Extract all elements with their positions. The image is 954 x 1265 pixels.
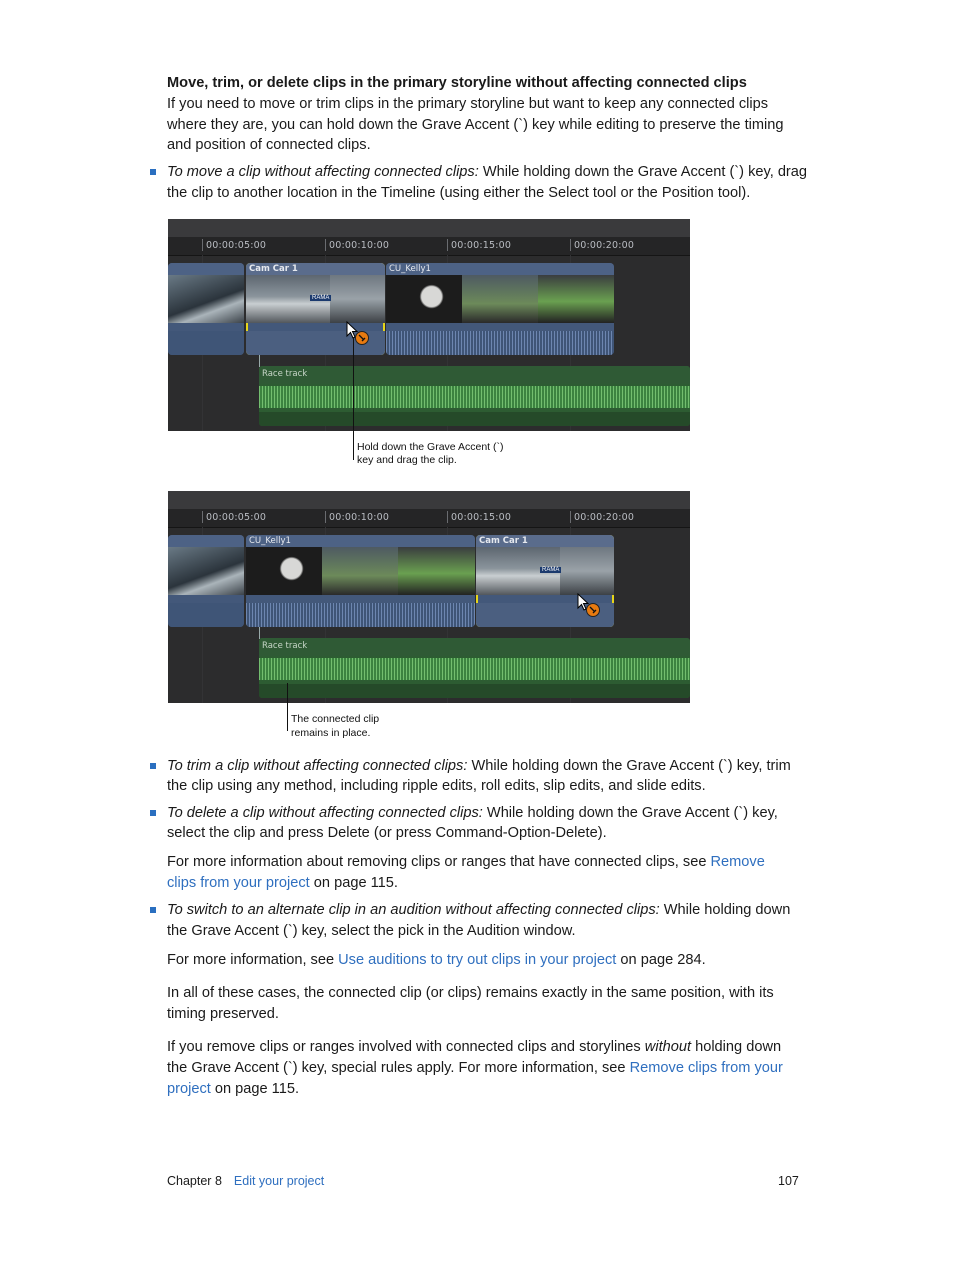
clip-header — [246, 263, 385, 275]
clip-name: CU_Kelly1 — [389, 264, 431, 274]
pointer-icon — [577, 593, 603, 619]
clip-audio-waveform — [246, 603, 475, 627]
remove-clips-link[interactable]: Remove clips from your — [629, 1060, 783, 1076]
thumb-badge: RAMA — [312, 295, 330, 301]
intro-line-3: and position of connected clips. — [167, 137, 371, 153]
timecode: 00:00:15:00 — [451, 240, 512, 251]
use-auditions-link[interactable]: Use auditions to try out clips in your project — [338, 952, 617, 968]
clip-audio — [168, 331, 244, 355]
caption-fig1-line1: Hold down the Grave Accent (`) — [357, 441, 504, 453]
bullet-move-label: To move a clip without affecting connected clips: — [167, 164, 479, 180]
closing-italic: without — [644, 1039, 692, 1055]
timecode: 00:00:10:00 — [329, 240, 390, 251]
bullet-trim-text: While holding down the Grave Accent (`) key, trim — [467, 758, 791, 774]
bullet-move-line-2: the clip to another location in the Timeline (using either the Select tool or the Position tool). — [167, 185, 751, 201]
clip-cu-kelly1[interactable] — [386, 263, 614, 355]
pointer-icon — [346, 321, 372, 347]
section-heading: Move, trim, or delete clips in the primary storyline without affecting connected clips — [167, 75, 747, 91]
caption-fig1-line2: key and drag the clip. — [357, 454, 457, 466]
timeline-toolbar — [168, 219, 690, 237]
bullet-switch-text: While holding down — [659, 902, 791, 918]
more-info-text: on page 284. — [616, 952, 706, 968]
connection-line — [259, 627, 260, 639]
clip-header — [259, 366, 690, 384]
bullet-trim-line-2: the clip using any method, including ripple edits, roll edits, slip edits, and slide edits. — [167, 778, 706, 794]
closing-text: on page 115. — [210, 1081, 299, 1097]
clip-thumbnails — [168, 275, 244, 323]
clip-thumbnails — [168, 547, 244, 595]
clip-thumbnails — [246, 275, 385, 323]
audio-waveform — [259, 658, 690, 680]
bullet-trim — [167, 756, 791, 777]
caption-fig2-line2: remains in place. — [291, 727, 371, 739]
closing-text: holding down — [691, 1039, 782, 1055]
timecode: 00:00:05:00 — [206, 512, 267, 523]
more-info-text: For more information, see — [167, 952, 339, 968]
thumb-badge: RAMA — [542, 567, 560, 573]
intro-line-2: where they are, you can hold down the Grave Accent (`) key while editing to preserve the timing — [167, 117, 784, 133]
closing-p2-line1 — [167, 1037, 781, 1058]
bullet-delete-line-2: select the clip and press Delete (or press Command-Option-Delete). — [167, 825, 607, 841]
more-info-text: on page 115. — [309, 875, 398, 891]
storyline-clip[interactable] — [168, 535, 244, 627]
clip-header — [476, 535, 614, 547]
remove-clips-link[interactable]: project — [167, 1081, 211, 1097]
timecode: 00:00:20:00 — [574, 240, 635, 251]
timeline-toolbar — [168, 491, 690, 509]
clip-name: Race track — [262, 641, 308, 651]
clip-name: Cam Car 1 — [479, 536, 528, 546]
clip-cu-kelly1[interactable] — [246, 535, 475, 627]
bullet-marker — [150, 907, 156, 913]
clip-audio-waveform — [386, 331, 614, 355]
connected-clip-race-track[interactable] — [259, 638, 690, 698]
connection-line — [259, 355, 260, 367]
clip-thumbnails — [386, 275, 614, 323]
clip-header — [259, 638, 690, 656]
delete-more-info — [167, 852, 765, 873]
timecode: 00:00:15:00 — [451, 512, 512, 523]
bullet-move — [167, 162, 807, 183]
clip-header — [386, 263, 614, 275]
footer-chapter-number: Chapter 8 — [167, 1174, 222, 1188]
caption-fig2-line1: The connected clip — [291, 713, 380, 725]
callout-line — [353, 338, 354, 460]
remove-clips-link[interactable]: clips from your project — [167, 875, 310, 891]
closing-text: If you remove clips or ranges involved with connected clips and storylines — [167, 1039, 645, 1055]
bullet-switch — [167, 900, 790, 921]
bullet-delete-label: To delete a clip without affecting connected clips: — [167, 805, 483, 821]
clip-footer — [259, 412, 690, 426]
more-info-text: For more information about removing clips or ranges that have connected clips, see — [167, 854, 711, 870]
footer-chapter — [167, 1174, 324, 1188]
footer-chapter-link[interactable]: Edit your project — [233, 1174, 325, 1188]
closing-p2-line2 — [167, 1058, 783, 1079]
clip-thumbnails — [476, 547, 614, 595]
bullet-marker — [150, 169, 156, 175]
bullet-switch-line-2: the Grave Accent (`) key, select the pick in the Audition window. — [167, 923, 576, 939]
clip-header — [246, 535, 475, 547]
closing-p1-line2: timing preserved. — [167, 1006, 279, 1022]
clip-header — [168, 535, 244, 547]
timeline-ruler — [168, 237, 690, 256]
timecode: 00:00:05:00 — [206, 240, 267, 251]
bullet-delete-text: While holding down the Grave Accent (`) key, — [482, 805, 778, 821]
clip-name: Cam Car 1 — [249, 264, 298, 274]
clip-name: Race track — [262, 369, 308, 379]
bullet-delete — [167, 803, 778, 824]
page-number: 107 — [778, 1174, 799, 1188]
bullet-trim-label: To trim a clip without affecting connected clips: — [167, 758, 468, 774]
closing-p1-line1: In all of these cases, the connected clip (or clips) remains exactly in the same position, with its — [167, 985, 774, 1001]
switch-more-info — [167, 950, 706, 971]
intro-line-1: If you need to move or trim clips in the primary storyline but want to keep any connected clips — [167, 96, 769, 112]
timecode: 00:00:20:00 — [574, 512, 635, 523]
bullet-switch-label: To switch to an alternate clip in an audition without affecting connected clips: — [167, 902, 660, 918]
timeline-figure-2 — [168, 491, 690, 703]
bullet-move-text: While holding down the Grave Accent (`) key, drag — [478, 164, 808, 180]
bullet-marker — [150, 810, 156, 816]
bullet-marker — [150, 763, 156, 769]
clip-thumbnails — [246, 547, 475, 595]
closing-text: the Grave Accent (`) key, special rules apply. For more information, see — [167, 1060, 630, 1076]
connected-clip-race-track[interactable] — [259, 366, 690, 426]
callout-line — [287, 683, 288, 731]
timeline-ruler — [168, 509, 690, 528]
storyline-clip[interactable] — [168, 263, 244, 355]
delete-more-info-2 — [167, 873, 398, 894]
clip-header — [168, 263, 244, 275]
clip-audio — [168, 603, 244, 627]
audio-waveform — [259, 386, 690, 408]
timecode: 00:00:10:00 — [329, 512, 390, 523]
timeline-figure-1 — [168, 219, 690, 431]
clip-footer — [259, 684, 690, 698]
closing-p2-line3 — [167, 1079, 299, 1100]
remove-clips-link[interactable]: Remove — [710, 854, 765, 870]
clip-name: CU_Kelly1 — [249, 536, 291, 546]
